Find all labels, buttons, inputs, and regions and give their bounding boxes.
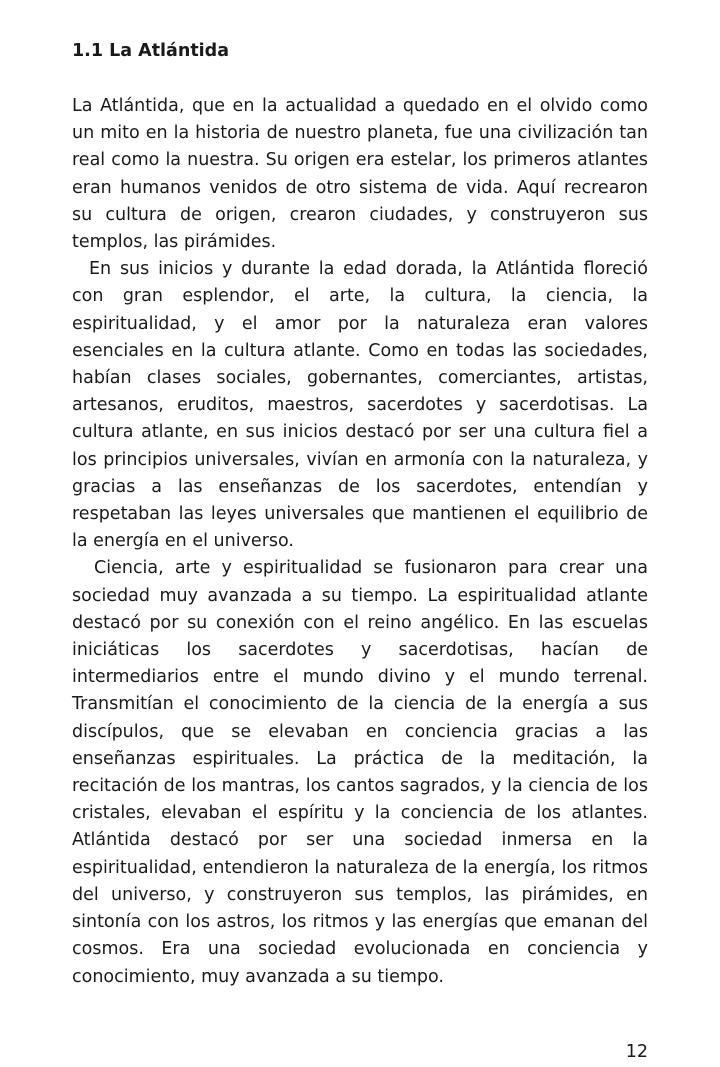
section-heading: 1.1 La Atlántida [72, 41, 230, 61]
page-content [72, 38, 648, 991]
paragraph-golden-age: En sus inicios y durante la edad dorada, la Atlántida floreció con gran esplendor, el arte, la cultura, la ciencia, la espiritualidad, y el amor por la naturaleza eran valores esenciales en la cultura atlante. Como en todas las sociedades, habían clases sociales, gobernantes, comerciantes, artistas, artesanos, eruditos, maestros, sacerdotes y sacerdotisas. La cultura atlante, en sus inicios destacó por ser una cultura fiel a los principios universales, vivían en armonía con la naturaleza, y gracias a las enseñanzas de los sacerdotes, entendían y respetaban las leyes universales que mantienen el equilibrio de la energía en el universo. [72, 259, 648, 552]
paragraph-intro: La Atlántida, que en la actualidad a quedado en el olvido como un mito en la historia de nuestro planeta, fue una civilización tan real como la nuestra. Su origen era estelar, los primeros atlantes eran humanos venidos de otro sistema de vida. Aquí recrearon su cultura de origen, crearon ciudades, y construyeron sus templos, las pirámides. [72, 96, 648, 253]
paragraph-spirituality: Ciencia, arte y espiritualidad se fusionaron para crear una sociedad muy avanzada a su tiempo. La espiritualidad atlante destacó por su conexión con el reino angélico. En las escuelas iniciáticas los sacerdotes y sacerdotisas, hacían de intermediarios entre el mundo divino y el mundo terrenal. Transmitían el conocimiento de la ciencia de la energía a sus discípulos, que se elevaban en conciencia gracias a las enseñanzas espirituales. La práctica de la meditación, la recitación de los mantras, los cantos sagrados, y la ciencia de los cristales, elevaban el espíritu y la conciencia de los atlantes. Atlántida destacó por ser una sociedad inmersa en la espiritualidad, entendieron la naturaleza de la energía, los ritmos del universo, y construyeron sus templos, las pirámides, en sintonía con los astros, los ritmos y las energías que emanan del cosmos. Era una sociedad evolucionada en conciencia y conocimiento, muy avanzada a su tiempo. [72, 558, 648, 987]
page-number: 12 [625, 1042, 648, 1062]
